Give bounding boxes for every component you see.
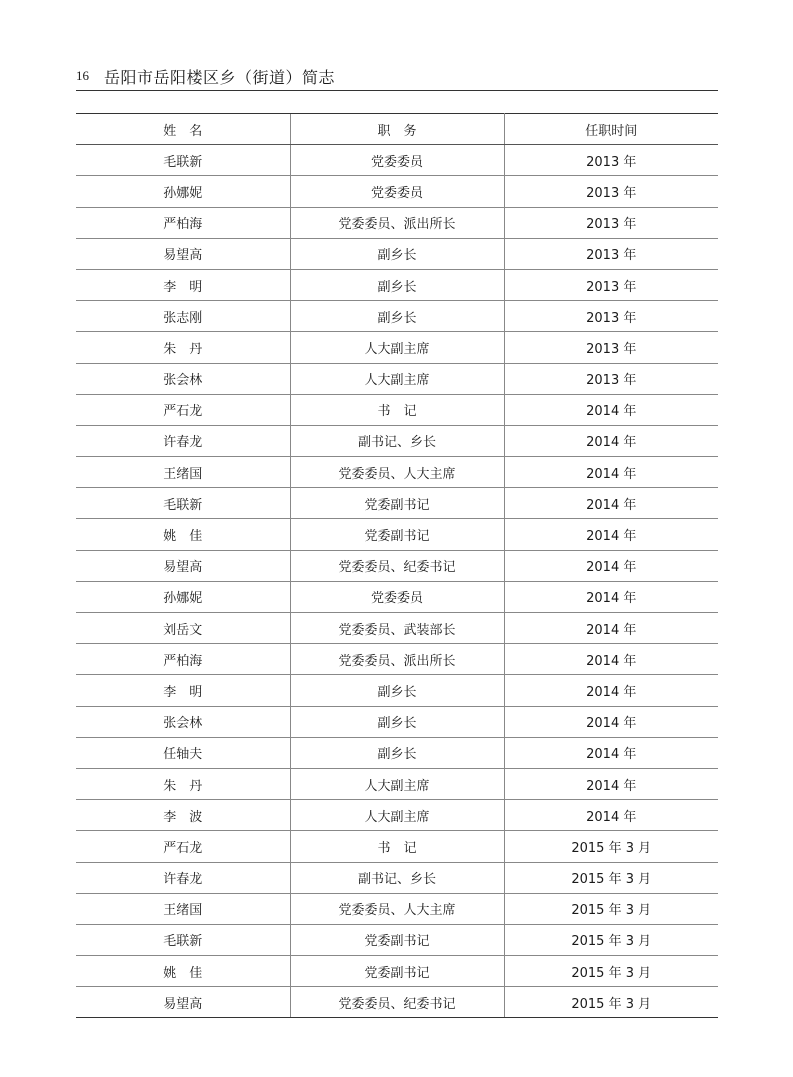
cell-position: 党委委员、人大主席 [290,893,504,924]
cell-term: 2014 年 [504,425,718,456]
table-row [76,238,718,269]
cell-term: 2013 年 [504,238,718,269]
table-row [76,394,718,425]
cell-term: 2014 年 [504,519,718,550]
column-header-term: 任职时间 [504,114,718,145]
table-row [76,363,718,394]
cell-name: 张志刚 [76,301,290,332]
cell-term: 2015 年 3 月 [504,956,718,987]
cell-position: 党委委员、派出所长 [290,207,504,238]
cell-position: 书 记 [290,831,504,862]
cell-term: 2013 年 [504,363,718,394]
table-row [76,145,718,176]
cell-name: 许春龙 [76,425,290,456]
cell-term: 2014 年 [504,737,718,768]
cell-name: 姚 佳 [76,519,290,550]
cell-term: 2013 年 [504,269,718,300]
cell-position: 副乡长 [290,238,504,269]
cell-name: 刘岳文 [76,613,290,644]
cell-position: 党委委员、武装部长 [290,613,504,644]
cell-position: 党委委员、派出所长 [290,644,504,675]
cell-name: 毛联新 [76,145,290,176]
cell-position: 副乡长 [290,737,504,768]
cell-name: 李 明 [76,675,290,706]
cell-term: 2014 年 [504,488,718,519]
table-row [76,488,718,519]
table-row [76,800,718,831]
cell-name: 毛联新 [76,924,290,955]
table-row [76,893,718,924]
table-row [76,332,718,363]
cell-term: 2015 年 3 月 [504,831,718,862]
cell-term: 2015 年 3 月 [504,893,718,924]
cell-term: 2013 年 [504,176,718,207]
cell-name: 任轴夫 [76,737,290,768]
cell-position: 党委委员、人大主席 [290,457,504,488]
cell-term: 2014 年 [504,706,718,737]
cell-name: 张会林 [76,706,290,737]
cell-name: 张会林 [76,363,290,394]
cell-term: 2015 年 3 月 [504,862,718,893]
cell-position: 人大副主席 [290,332,504,363]
cell-position: 副乡长 [290,675,504,706]
table-row [76,581,718,612]
officials-table [76,113,718,1018]
cell-name: 朱 丹 [76,332,290,363]
cell-name: 李 明 [76,269,290,300]
column-header-name: 姓 名 [76,114,290,145]
table-row [76,519,718,550]
cell-position: 党委委员 [290,145,504,176]
cell-position: 党委委员 [290,176,504,207]
table-row [76,301,718,332]
cell-name: 王绪国 [76,457,290,488]
table-row [76,831,718,862]
cell-term: 2013 年 [504,301,718,332]
page-header [76,62,718,91]
cell-name: 朱 丹 [76,768,290,799]
cell-term: 2014 年 [504,550,718,581]
cell-name: 严柏海 [76,644,290,675]
cell-term: 2013 年 [504,207,718,238]
cell-term: 2014 年 [504,581,718,612]
cell-term: 2014 年 [504,457,718,488]
cell-position: 人大副主席 [290,768,504,799]
cell-term: 2015 年 3 月 [504,924,718,955]
page-number: 16 [76,68,89,83]
table-row [76,956,718,987]
table-row [76,768,718,799]
cell-term: 2014 年 [504,644,718,675]
cell-position: 党委副书记 [290,519,504,550]
cell-name: 易望高 [76,550,290,581]
cell-position: 党委副书记 [290,956,504,987]
cell-name: 易望高 [76,238,290,269]
column-header-position: 职 务 [290,114,504,145]
cell-term: 2014 年 [504,800,718,831]
cell-position: 党委副书记 [290,488,504,519]
cell-name: 严石龙 [76,394,290,425]
table-row [76,644,718,675]
cell-term: 2013 年 [504,332,718,363]
book-title: 岳阳市岳阳楼区乡（街道）简志 [104,68,336,87]
cell-position: 人大副主席 [290,363,504,394]
cell-position: 副乡长 [290,269,504,300]
table-row [76,457,718,488]
table-row [76,862,718,893]
cell-name: 许春龙 [76,862,290,893]
table-row [76,550,718,581]
cell-position: 党委副书记 [290,924,504,955]
table-row [76,987,718,1018]
cell-term: 2014 年 [504,613,718,644]
cell-name: 易望高 [76,987,290,1018]
table-body [76,145,718,1018]
table-row [76,207,718,238]
cell-name: 王绪国 [76,893,290,924]
table-row [76,176,718,207]
cell-position: 书 记 [290,394,504,425]
cell-term: 2014 年 [504,768,718,799]
cell-term: 2014 年 [504,675,718,706]
table-header-row [76,114,718,145]
cell-name: 孙娜妮 [76,581,290,612]
table-row [76,924,718,955]
table-row [76,706,718,737]
cell-position: 党委委员、纪委书记 [290,987,504,1018]
cell-position: 副书记、乡长 [290,862,504,893]
table-row [76,613,718,644]
table-row [76,737,718,768]
table-row [76,675,718,706]
cell-position: 副乡长 [290,706,504,737]
cell-term: 2014 年 [504,394,718,425]
cell-name: 姚 佳 [76,956,290,987]
cell-term: 2015 年 3 月 [504,987,718,1018]
cell-position: 副书记、乡长 [290,425,504,456]
cell-position: 党委委员、纪委书记 [290,550,504,581]
table-row [76,425,718,456]
cell-name: 李 波 [76,800,290,831]
cell-name: 毛联新 [76,488,290,519]
cell-position: 人大副主席 [290,800,504,831]
cell-position: 副乡长 [290,301,504,332]
table-row [76,269,718,300]
cell-name: 严石龙 [76,831,290,862]
cell-term: 2013 年 [504,145,718,176]
cell-name: 孙娜妮 [76,176,290,207]
cell-position: 党委委员 [290,581,504,612]
cell-name: 严柏海 [76,207,290,238]
